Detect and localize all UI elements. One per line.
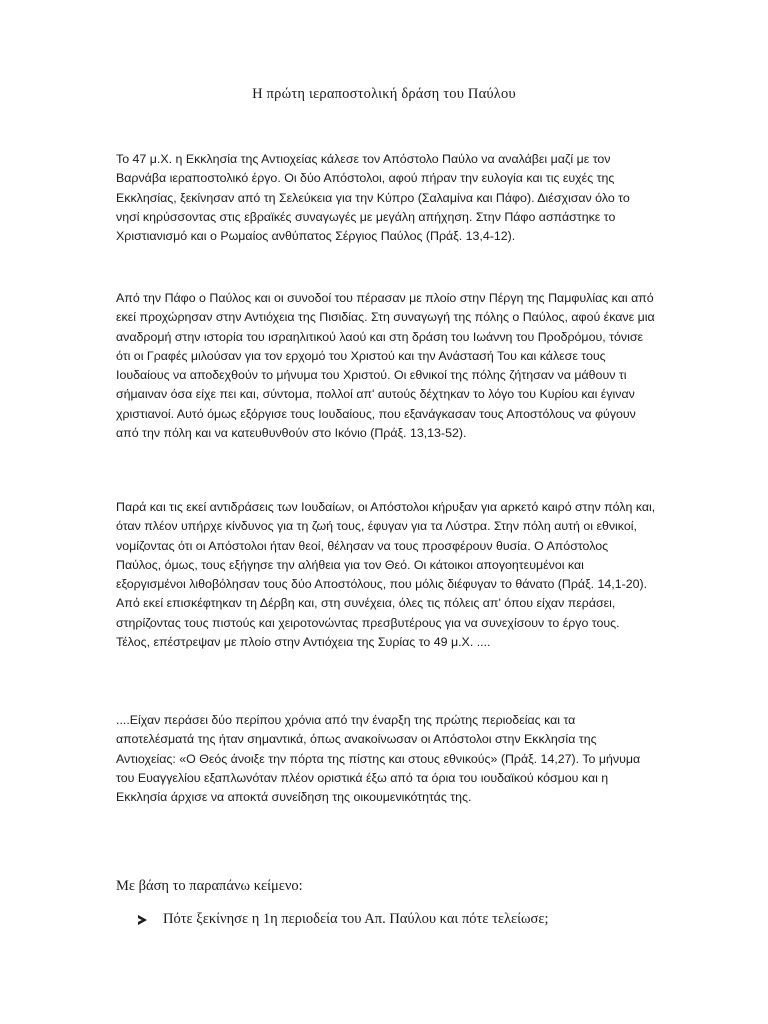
paragraph-1: Το 47 μ.Χ. η Εκκλησία της Αντιοχείας κάλεσε τον Απόστολο Παύλο να αναλάβει μαζί με τον Βαρνάβα ιεραποστολικό έργο. Οι δύο Απόστολοι, αφού πήραν την ευλογία και τις ευχές της Εκκλησίας, ξεκίνησαν από τη Σελεύκεια για την Κύπρο (Σαλαμίνα και Πάφο). Διέσχισαν όλο το νησί κηρύσσοντας στις εβραϊκές συναγωγές με μεγάλη απήχηση. Στην Πάφο ασπάστηκε το Χριστιανισμό και ο Ρωμαίος ανθύπατος Σέργιος Παύλος (Πράξ. 13,4-12). [116, 152, 630, 244]
paragraph-4: ....Είχαν περάσει δύο περίπου χρόνια από την έναρξη της πρώτης περιοδείας και τα αποτελέσματά της ήταν σημαντικά, όπως ανακοίνωσαν οι Απόστολοι στην Εκκλησία της Αντιοχείας: «Ο Θεός άνοιξε την πόρτα της πίστης και στους εθνικούς» (Πράξ. 14,27). Το μήνυμα του Ευαγγελίου εξαπλωνόταν πλέον οριστικά έξω από τα όρια του ιουδαϊκού κόσμου και η Εκκλησία άρχισε να αποκτά συνείδηση της οικουμενικότητάς της. [116, 713, 641, 805]
arrowhead-bullet-icon [138, 915, 147, 925]
question-item [138, 911, 658, 928]
paragraph-2: Από την Πάφο ο Παύλος και οι συνοδοί του πέρασαν με πλοίο στην Πέργη της Παμφυλίας και από εκεί προχώρησαν στην Αντιόχεια της Πισιδίας. Στη συναγωγή της πόλης ο Παύλος, αφού έκανε μια αναδρομή στην ιστορία του ισραηλιτικού λαού και στη δράση του Ιωάννη του Προδρόμου, τόνισε ότι οι Γραφές μιλούσαν για τον ερχομό του Χριστού και την Ανάστασή Του και κάλεσε τους Ιουδαίους να αποδεχθούν το μήνυμα του Χριστού. Οι εθνικοί της πόλης ζήτησαν να μάθουν τι σήμαιναν όσα είχε πει και, σύντομα, πολλοί απ' αυτούς δέχτηκαν το λόγο του Κυρίου και έγιναν χριστιανοί. Αυτό όμως εξόργισε τους Ιουδαίους, που εξανάγκασαν τους Αποστόλους να φύγουν από την πόλη και να κατευθυνθούν στο Ικόνιο (Πράξ. 13,13-52). [116, 291, 655, 441]
exercise-intro: Με βάση το παραπάνω κείμενο: [116, 878, 303, 894]
document-title: Η πρώτη ιεραποστολική δράση του Παύλου [252, 86, 516, 102]
question-text: Πότε ξεκίνησε η 1η περιοδεία του Απ. Παύλου και πότε τελείωσε; [163, 911, 549, 927]
paragraph-3: Παρά και τις εκεί αντιδράσεις των Ιουδαίων, οι Απόστολοι κήρυξαν για αρκετό καιρό στην πόλη και, όταν πλέον υπήρχε κίνδυνος για τη ζωή τους, έφυγαν για τα Λύστρα. Στην πόλη αυτή οι εθνικοί, νομίζοντας ότι οι Απόστολοι ήταν θεοί, θέλησαν να τους προσφέρουν θυσία. Ο Απόστολος Παύλος, όμως, τους εξήγησε την αλήθεια για τον Θεό. Οι κάτοικοι απογοητευμένοι και εξοργισμένοι λιθοβόλησαν τους δύο Αποστόλους, που μόλις διέφυγαν το θάνατο (Πράξ. 14,1-20). Από εκεί επισκέφτηκαν τη Δέρβη και, στη συνέχεια, όλες τις πόλεις απ' όπου είχαν περάσει, στηρίζοντας τους πιστούς και χειροτονώντας πρεσβυτέρους για να συνεχίσουν το έργο τους. Τέλος, επέστρεψαν με πλοίο στην Αντιόχεια της Συρίας το 49 μ.Χ. .... [116, 500, 656, 650]
